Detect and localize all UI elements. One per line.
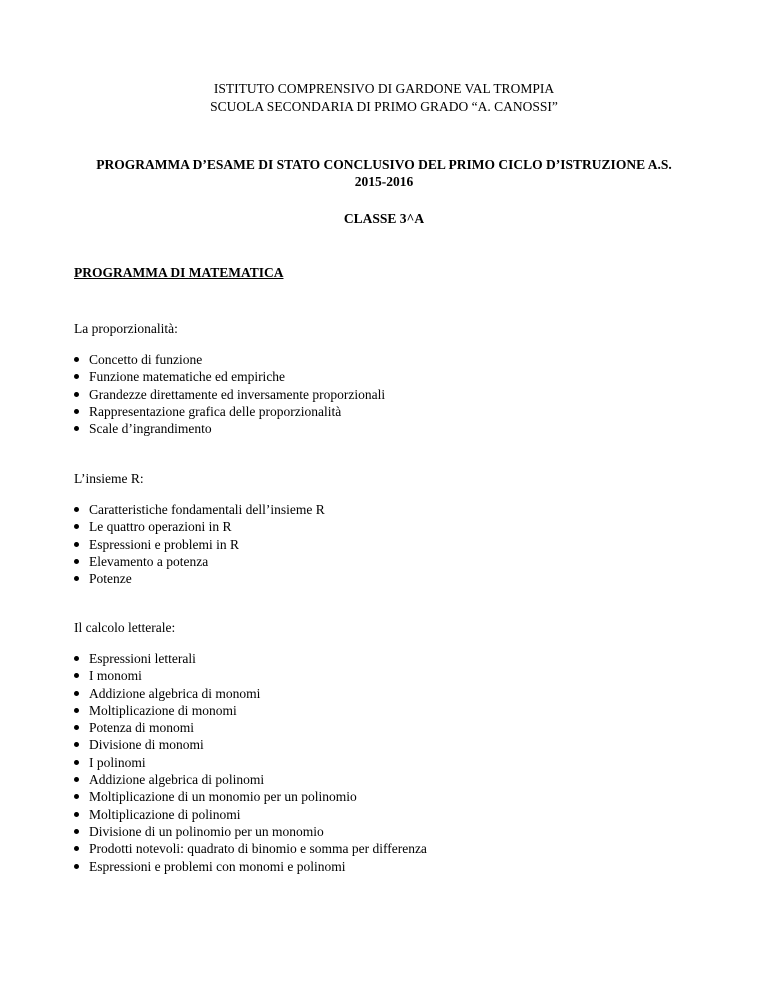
list-item: Addizione algebrica di polinomi xyxy=(74,771,427,788)
bullet-icon xyxy=(74,673,79,678)
list-item: Moltiplicazione di un monomio per un polinomio xyxy=(74,788,427,805)
bullet-icon xyxy=(74,357,79,362)
school-header xyxy=(0,80,768,116)
program-title-line1: PROGRAMMA D’ESAME DI STATO CONCLUSIVO DEL PRIMO CICLO D’ISTRUZIONE A.S. xyxy=(96,157,672,172)
subject-title: PROGRAMMA DI MATEMATICA xyxy=(74,265,284,280)
list-item: Potenze xyxy=(74,570,325,587)
bullet-icon xyxy=(74,656,79,661)
bullet-icon xyxy=(74,794,79,799)
class-label: CLASSE 3^A xyxy=(343,211,425,226)
list-item: Elevamento a potenza xyxy=(74,553,325,570)
section-proporzionalita xyxy=(74,320,385,437)
bullet-icon xyxy=(74,524,79,529)
list-item: Potenza di monomi xyxy=(74,719,427,736)
program-title xyxy=(60,156,708,190)
bullet-icon xyxy=(74,864,79,869)
list-item: Moltiplicazione di polinomi xyxy=(74,806,427,823)
list-item: Divisione di monomi xyxy=(74,736,427,753)
list-item: Moltiplicazione di monomi xyxy=(74,702,427,719)
bullet-icon xyxy=(74,507,79,512)
bullet-icon xyxy=(74,742,79,747)
school-subname: SCUOLA SECONDARIA DI PRIMO GRADO “A. CANOSSI” xyxy=(210,99,558,114)
bullet-icon xyxy=(74,725,79,730)
section-calcolo-letterale xyxy=(74,619,427,875)
bullet-icon xyxy=(74,576,79,581)
list-item: Rappresentazione grafica delle proporzionalità xyxy=(74,403,385,420)
section-title: La proporzionalità: xyxy=(74,321,178,336)
list-item: Prodotti notevoli: quadrato di binomio e somma per differenza xyxy=(74,840,427,857)
list-item: Espressioni letterali xyxy=(74,650,427,667)
program-year: 2015-2016 xyxy=(354,174,414,189)
topic-list xyxy=(74,501,325,587)
list-item: Espressioni e problemi in R xyxy=(74,536,325,553)
school-name: ISTITUTO COMPRENSIVO DI GARDONE VAL TROMPIA xyxy=(213,81,555,96)
list-item: Funzione matematiche ed empiriche xyxy=(74,368,385,385)
list-item: Concetto di funzione xyxy=(74,351,385,368)
list-item: Divisione di un polinomio per un monomio xyxy=(74,823,427,840)
list-item: Espressioni e problemi con monomi e polinomi xyxy=(74,858,427,875)
section-title: Il calcolo letterale: xyxy=(74,620,176,635)
bullet-icon xyxy=(74,760,79,765)
bullet-icon xyxy=(74,559,79,564)
topic-list xyxy=(74,650,427,875)
list-item: Scale d’ingrandimento xyxy=(74,420,385,437)
list-item: I monomi xyxy=(74,667,427,684)
list-item: Addizione algebrica di monomi xyxy=(74,685,427,702)
bullet-icon xyxy=(74,708,79,713)
topic-list xyxy=(74,351,385,437)
list-item: Grandezze direttamente ed inversamente proporzionali xyxy=(74,386,385,403)
bullet-icon xyxy=(74,392,79,397)
section-title: L’insieme R: xyxy=(74,471,144,486)
bullet-icon xyxy=(74,374,79,379)
bullet-icon xyxy=(74,812,79,817)
bullet-icon xyxy=(74,691,79,696)
bullet-icon xyxy=(74,426,79,431)
list-item: Caratteristiche fondamentali dell’insieme R xyxy=(74,501,325,518)
list-item: I polinomi xyxy=(74,754,427,771)
section-insieme-r xyxy=(74,470,325,587)
bullet-icon xyxy=(74,829,79,834)
bullet-icon xyxy=(74,846,79,851)
bullet-icon xyxy=(74,777,79,782)
bullet-icon xyxy=(74,542,79,547)
bullet-icon xyxy=(74,409,79,414)
list-item: Le quattro operazioni in R xyxy=(74,518,325,535)
